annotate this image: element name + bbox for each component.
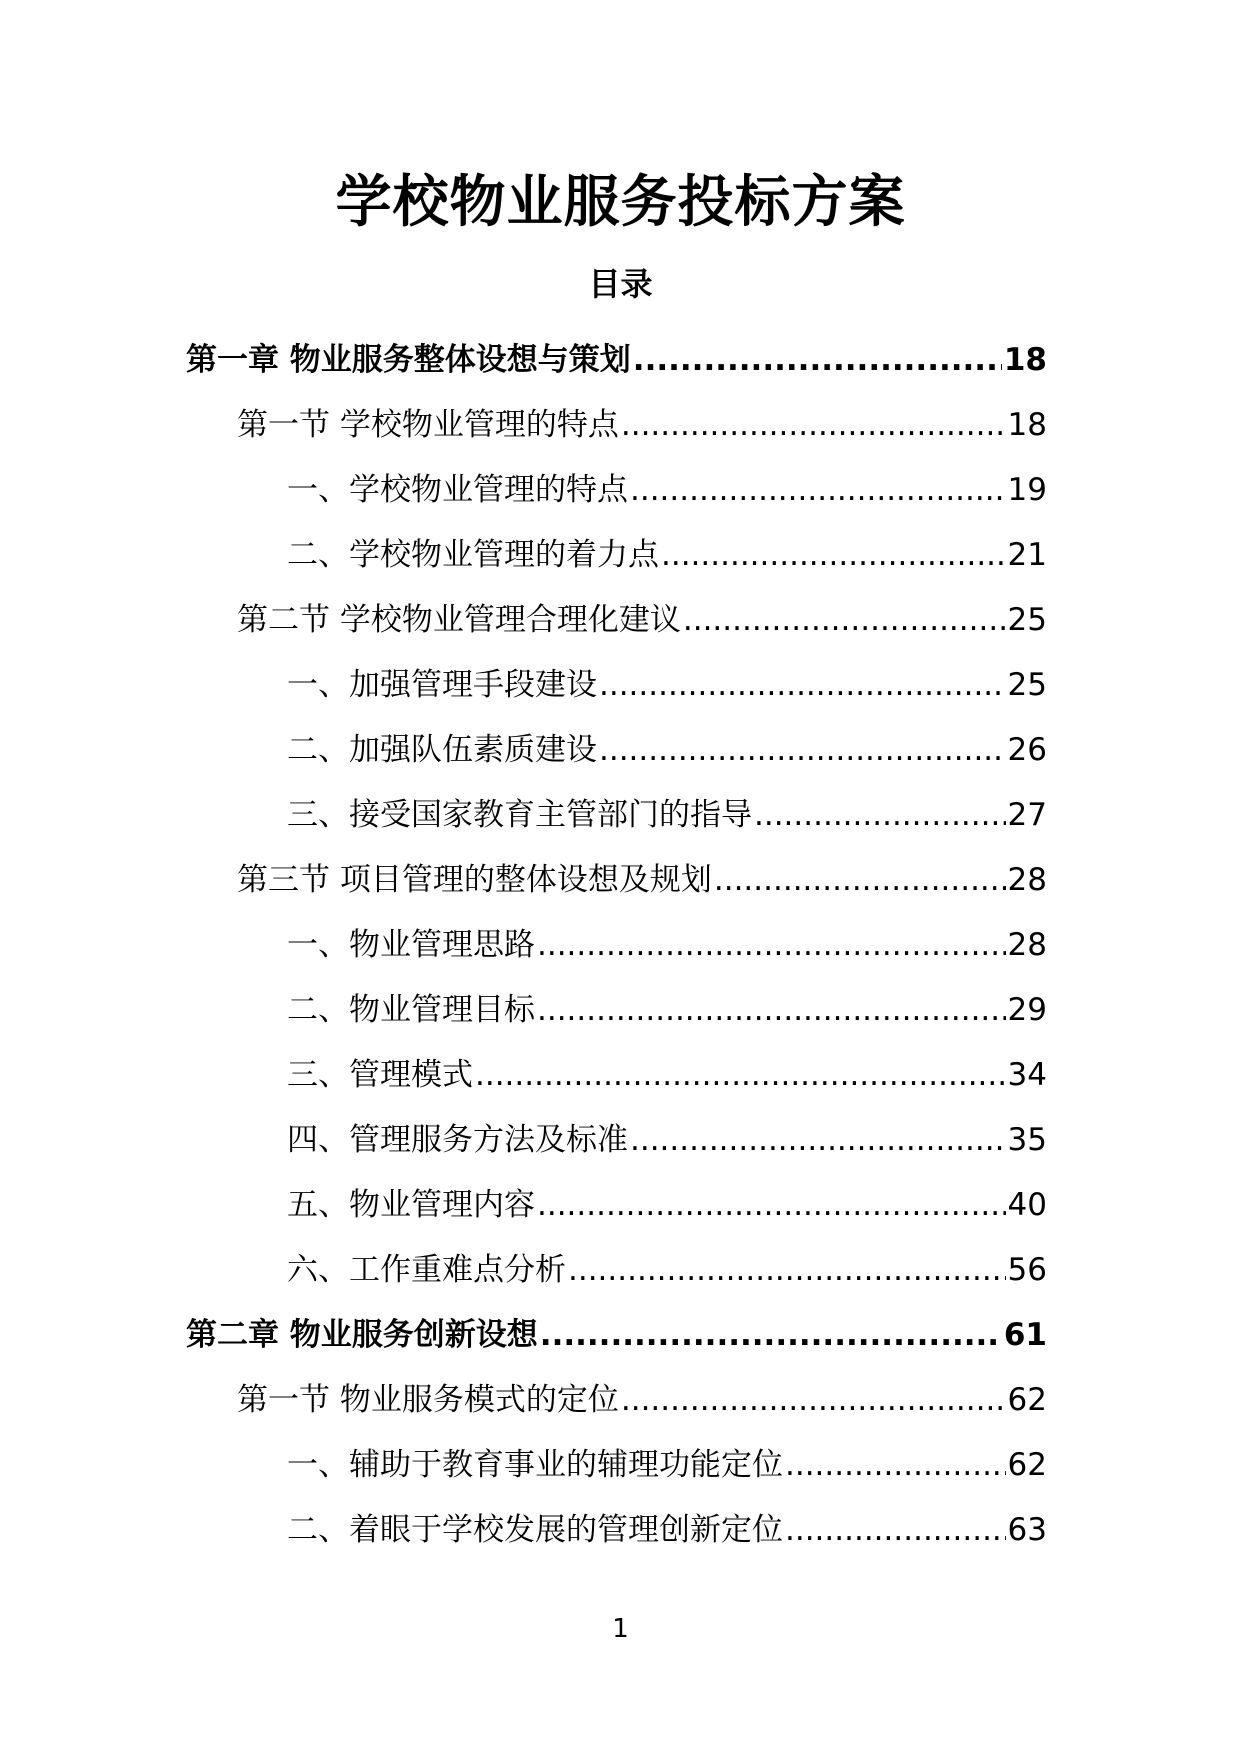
toc-dot-leader — [537, 1185, 1006, 1225]
toc-entry-page: 61 — [1003, 1316, 1047, 1353]
toc-entry-subsection[interactable] — [0, 652, 1241, 717]
toc-entry-page: 34 — [1007, 1056, 1047, 1093]
toc-dot-leader — [621, 1380, 1006, 1420]
toc-dot-leader — [683, 600, 1006, 640]
toc-entry-text: 一、辅助于教育事业的辅理功能定位 — [287, 1446, 783, 1483]
toc-entry-page: 18 — [1003, 341, 1047, 378]
toc-dot-leader — [754, 795, 1006, 835]
page-number: 1 — [612, 1614, 629, 1644]
toc-entry-text: 三、接受国家教育主管部门的指导 — [287, 796, 752, 833]
toc-entry-page: 40 — [1007, 1186, 1047, 1223]
toc-dot-leader — [568, 1250, 1006, 1290]
toc-entry-chapter-1[interactable] — [0, 327, 1241, 392]
toc-dot-leader — [475, 1055, 1006, 1095]
toc-entry-text: 二、物业管理目标 — [287, 991, 535, 1028]
toc-entry-page: 21 — [1007, 536, 1047, 573]
toc-entry-page: 19 — [1007, 471, 1047, 508]
toc-dot-leader — [599, 730, 1006, 770]
toc-entry-subsection[interactable] — [0, 977, 1241, 1042]
toc-entry-text: 五、物业管理内容 — [287, 1186, 535, 1223]
toc-entry-subsection[interactable] — [0, 717, 1241, 782]
toc-dot-leader — [661, 535, 1006, 575]
toc-dot-leader — [630, 1120, 1006, 1160]
toc-dot-leader — [785, 1510, 1006, 1550]
toc-entry-text: 二、着眼于学校发展的管理创新定位 — [287, 1511, 783, 1548]
toc-entry-page: 27 — [1007, 796, 1047, 833]
toc-entry-text: 第二节 学校物业管理合理化建议 — [237, 601, 681, 638]
toc-entry-page: 28 — [1007, 926, 1047, 963]
toc-entry-text: 三、管理模式 — [287, 1056, 473, 1093]
toc-dot-leader — [633, 340, 1002, 380]
toc-entry-page: 25 — [1007, 601, 1047, 638]
toc-entry-text: 二、加强队伍素质建设 — [287, 731, 597, 768]
toc-entry-subsection[interactable] — [0, 1172, 1241, 1237]
toc-entry-section[interactable] — [0, 587, 1241, 652]
toc-entry-page: 26 — [1007, 731, 1047, 768]
toc-entry-subsection[interactable] — [0, 1042, 1241, 1107]
toc-entry-page: 28 — [1007, 861, 1047, 898]
toc-entry-text: 一、加强管理手段建设 — [287, 666, 597, 703]
toc-entry-subsection[interactable] — [0, 912, 1241, 977]
toc-entry-subsection[interactable] — [0, 782, 1241, 847]
toc-entry-subsection[interactable] — [0, 1237, 1241, 1302]
toc-entry-text: 六、工作重难点分析 — [287, 1251, 566, 1288]
toc-entry-page: 62 — [1007, 1446, 1047, 1483]
toc-dot-leader — [540, 1315, 1002, 1355]
toc-dot-leader — [714, 860, 1006, 900]
toc-entry-subsection[interactable] — [0, 522, 1241, 587]
toc-entry-page: 35 — [1007, 1121, 1047, 1158]
toc-dot-leader — [537, 925, 1006, 965]
document-title: 学校物业服务投标方案 — [335, 170, 906, 235]
table-of-contents — [0, 327, 1241, 1562]
toc-entry-text: 一、学校物业管理的特点 — [287, 471, 628, 508]
toc-entry-text: 二、学校物业管理的着力点 — [287, 536, 659, 573]
toc-entry-page: 62 — [1007, 1381, 1047, 1418]
toc-entry-text: 第一节 学校物业管理的特点 — [237, 406, 619, 443]
toc-dot-leader — [621, 405, 1006, 445]
toc-entry-section[interactable] — [0, 847, 1241, 912]
toc-entry-page: 56 — [1007, 1251, 1047, 1288]
toc-entry-subsection[interactable] — [0, 1497, 1241, 1562]
toc-entry-text: 第一节 物业服务模式的定位 — [237, 1381, 619, 1418]
toc-entry-text: 第一章 物业服务整体设想与策划 — [186, 341, 631, 378]
toc-dot-leader — [599, 665, 1006, 705]
toc-entry-page: 63 — [1007, 1511, 1047, 1548]
toc-entry-section[interactable] — [0, 1367, 1241, 1432]
toc-entry-page: 29 — [1007, 991, 1047, 1028]
toc-entry-text: 一、物业管理思路 — [287, 926, 535, 963]
toc-entry-chapter-2[interactable] — [0, 1302, 1241, 1367]
toc-dot-leader — [785, 1445, 1006, 1485]
toc-entry-page: 25 — [1007, 666, 1047, 703]
toc-entry-subsection[interactable] — [0, 457, 1241, 522]
toc-dot-leader — [630, 470, 1006, 510]
toc-entry-text: 四、管理服务方法及标准 — [287, 1121, 628, 1158]
toc-entry-section[interactable] — [0, 392, 1241, 457]
toc-entry-text: 第三节 项目管理的整体设想及规划 — [237, 861, 712, 898]
toc-entry-subsection[interactable] — [0, 1432, 1241, 1497]
toc-entry-subsection[interactable] — [0, 1107, 1241, 1172]
toc-entry-page: 18 — [1007, 406, 1047, 443]
toc-dot-leader — [537, 990, 1006, 1030]
toc-entry-text: 第二章 物业服务创新设想 — [186, 1316, 538, 1353]
toc-heading: 目录 — [588, 265, 653, 303]
